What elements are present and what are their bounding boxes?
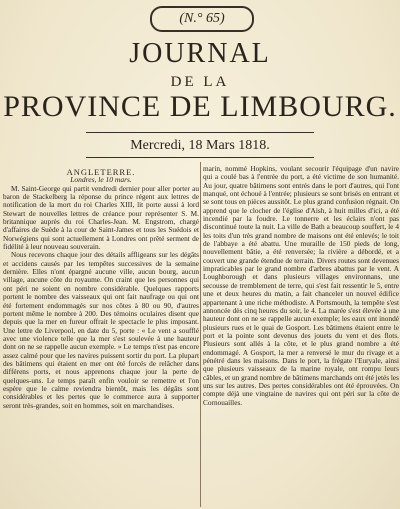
issue-number: (N.° 65) [150, 6, 254, 32]
rule-top [86, 132, 314, 133]
rule-bottom [86, 157, 314, 158]
article-paragraph: marin, nommé Hopkins, voulant secourir l'équipage d'un navire qui a coulé bas à l'entrée du port, a été victime de son humanité. Au jour, quatre bâtimens sont entrés dans le port d'autres, qui l'ont manqué, ont échoué à l'entrée; plusieurs se sont brisés en entrant et se sont tous en pièces aussitôt. Le plus grand confusion régnait. On apprend que le clocher de l'église d'Aish, à huit milles d'ici, a été incendié par la foudre. Le tonnerre et les éclairs n'ont pas discontinué toute la nuit. La ville de Bath a beaucoup souffert, le 4 les toits d'un très grand nombre de maisons ont été enlevés; le toit de l'abbaye a été abattu. Une muraille de 150 pieds de long, nouvellement bâtie, a été renversée; la rivière a débordé, et a couvert une grande étendue de terrain. Divers routes sont devenues impraticables par le grand nombre d'arbres abattus par le vent. A Loughborough et dans plusieurs villages environnans, une secousse de tremblement de terre, qui s'est fait ressentir le 5, entre une et deux heures du matin, a fait chanceler un nouvel édifice appartenant à une riche méthodiste. A Portsmouth, la tempête s'est annoncée dès cinq heures du soir, le 4. La marée s'est élevée à une hauteur dont on ne se rappelle aucun exemple; les eaux ont inondé plusieurs rues et le quai de Gosport. Les bâtimens étaient entre le port et la pointe sont devenus des jouets du vent et des flots. Plusieurs sont allés à la côte, et le plus grand nombre a été endommagé. A Gosport, la mer a renversé le mur du rivage et a pénétré dans les maisons. Dans le port, la frégate l'Euryale, ainsi que plusieurs vaisseaux de la marine royale, ont rompu leurs câbles, et un grand nombre de bâtimens marchands ont été jetés les uns sur les autres. Des pertes considérables ont été éprouvées. On compte déjà une vingtaine de navires qui ont péri sur la côte de Cornouailles. [203, 165, 399, 407]
title-province: PROVINCE DE LIMBOURG. [3, 90, 397, 123]
dateline: Londres, le 10 mars. [70, 175, 132, 185]
left-column [3, 168, 199, 508]
article-paragraph: Nous recevons chaque jour des détails affligeans sur les dégâts et accidens causés par les tempêtes successives de la semaine dernière. Elles n'ont épargné aucune ville, aucun bourg, aucun village, aucune côte du royaume. On craint que les personnes qui ont péri ne soient en nombre considérable. Quelques rapports portent le nombre des vaisseaux qui ont fait naufrage ou qui ont été fortement endommagés sur nos côtes à 80 ou 90, d'autres portent même le nombre à 200. Des témoins oculaires disent que depuis que la mer en fureur offrait le spectacle le plus imposant. Une lettre de Liverpool, en date du 5, porte : « Le vent a soufflé avec une violence telle que la mer s'est soulevée à une hauteur dont on ne se rappelle aucun exemple. » Le temps n'est pas encore assez calmé pour que les navires puissent sortir du port. La plupart des bâtimens qui étaient en mer ont été forcés de relâcher dans différens ports, et nous apprenons chaque jour la perte de quelques-uns. Le temps paraît enfin vouloir se remettre et l'on espère que le calme reviendra bientôt, mais les dégâts sont considérables et les pertes que le commerce aura à supporter seront très-grandes, soit en hommes, soit en marchandises. [3, 250, 199, 410]
article-paragraph: M. Saint-George qui partit vendredi dernier pour aller porter au baron de Stackelberg la réponse du prince régent aux lettres de notification de la mort du roi Charles XIII, lit porte aussi à lord Stewart de nouvelles lettres de créance pour représenter S. M. britannique auprès du roi Charles-Jean. M. Engstrom, chargé d'affaires de Suède à la cour de Saint-James et tous les Suédois et Norwégiens qui sont actuellement à Londres ont prêté serment de fidélité à leur nouveau souverain. [3, 183, 199, 252]
title-journal: JOURNAL [129, 38, 271, 69]
right-column [203, 165, 399, 505]
column-divider [200, 162, 201, 507]
section-heading: ANGLETERRE. [66, 168, 136, 177]
issue-date: Mercredi, 18 Mars 1818. [130, 138, 270, 153]
title-de-la: DE LA [170, 74, 230, 90]
